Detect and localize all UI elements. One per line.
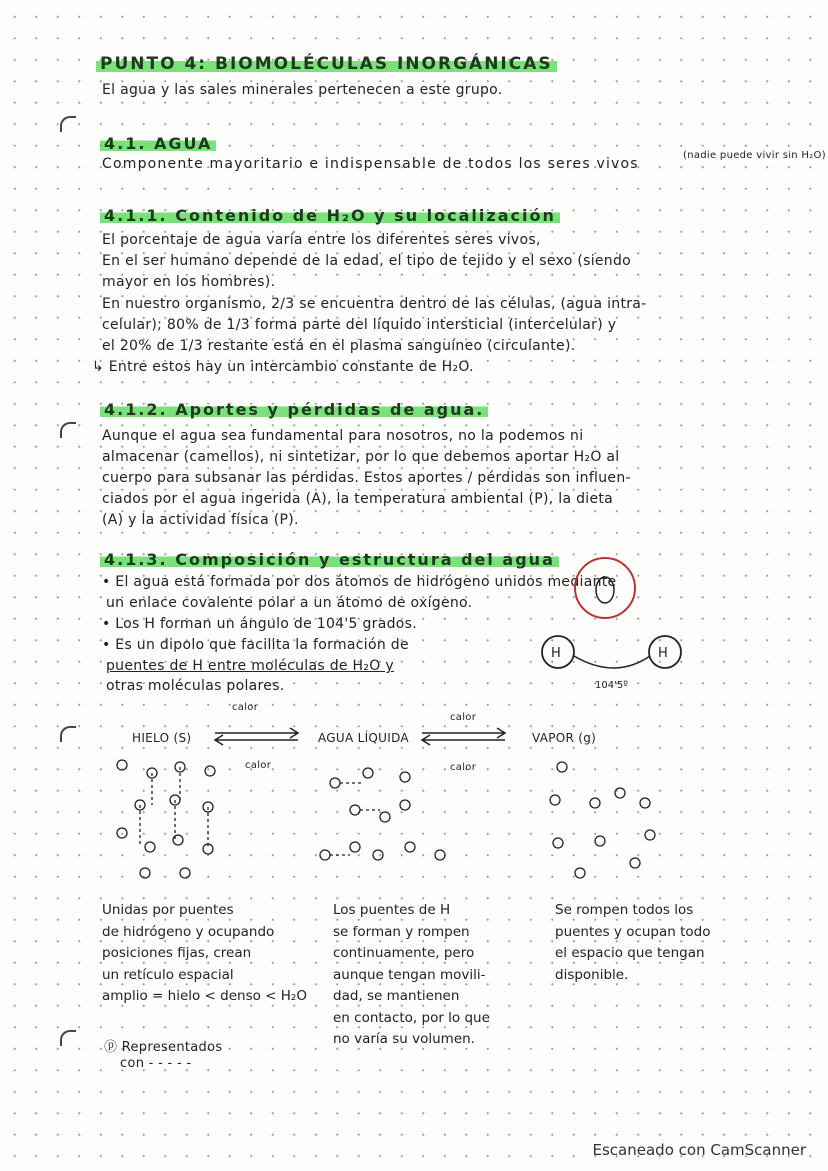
scanner-watermark: Escaneado con CamScanner [592,1141,806,1159]
text-line: cuerpo para subsanar las pérdidas. Estos aportes / pérdidas son influen- [102,470,631,486]
page-title: PUNTO 4: BIOMOLÉCULAS INORGÁNICAS [96,54,557,74]
section-4-1-3-heading: 4.1.3. Composición y estructura del agua [100,550,559,569]
section-4-1-1-heading: 4.1.1. Contenido de H₂O y su localización [100,206,560,225]
molecule-states-drawings [100,755,700,890]
section-4-1-note: (nadie puede vivir sin H₂O) [683,150,826,161]
text-line: En el ser humano depende de la edad, el tipo de tejido y el sexo (siendo [102,253,632,269]
text-line: Aunque el agua sea fundamental para nosotros, no la podemos ni [102,428,584,444]
text-line: otras moléculas polares. [106,678,285,694]
text-line: puentes de H entre moléculas de H₂O y [106,658,394,674]
binder-hole-mark [60,116,76,132]
state-vapor-label: VAPOR (g) [532,731,597,745]
intro-text: El agua y las sales minerales pertenecen a este grupo. [102,82,503,98]
text-line: • Los H forman un ángulo de 104'5 grados. [102,616,418,632]
footnote-line: con - - - - - [120,1056,192,1071]
section-4-1-2-heading: 4.1.2. Aportes y pérdidas de agua. [100,400,488,419]
water-molecule-diagram [530,560,700,700]
ice-description: Unidas por puentes de hidrógeno y ocupando posiciones fijas, crean un retículo espacial amplio = hielo < denso < H₂O [102,902,307,1004]
section-4-1-text: Componente mayoritario e indispensable de todos los seres vivos [102,156,639,172]
binder-hole-mark [60,422,76,438]
text-line: En nuestro organismo, 2/3 se encuentra dentro de las células, (agua intra- [102,296,647,312]
section-4-1-heading: 4.1. AGUA [100,134,216,153]
vapor-description: Se rompen todos los puentes y ocupan todo el espacio que tengan disponible. [555,902,711,983]
text-line: celular); 80% de 1/3 forma parte del líquido intersticial (intercelular) y [102,317,617,333]
heat-label: calor [245,760,272,771]
text-line: El porcentaje de agua varía entre los diferentes seres vivos, [102,232,541,248]
footnote-line: ⓟ Representados [104,1040,223,1055]
heat-label: calor [450,712,477,723]
text-line: ciados por el agua ingerida (A), la temperatura ambiental (P), la dieta [102,491,614,507]
text-line: un enlace covalente polar a un átomo de oxígeno. [106,595,473,611]
text-line: el 20% de 1/3 restante está en el plasma sanguíneo (circulante). [102,338,576,354]
angle-label: 104'5º [595,680,628,691]
text-line: • El agua está formada por dos átomos de hidrógeno unidos mediante [102,574,617,590]
state-liquid-label: AGUA LÍQUIDA [318,731,409,745]
hydrogen-label: H [658,646,668,661]
heat-label: calor [450,762,477,773]
text-line: almacenar (camellos), ni sintetizar, por lo que debemos aportar H₂O al [102,449,620,465]
text-line: ↳ Entre estos hay un intercambio constante de H₂O. [92,359,474,375]
phase-arrows [210,720,530,760]
heat-label: calor [232,702,259,713]
text-line: mayor en los hombres). [102,274,276,290]
text-line: (A) y la actividad física (P). [102,512,299,528]
state-ice-label: HIELO (S) [132,731,192,745]
binder-hole-mark [60,726,76,742]
liquid-description: Los puentes de H se forman y rompen continuamente, pero aunque tengan movili- dad, se mantienen en contacto, por lo que no varía su volumen. [333,902,490,1047]
binder-hole-mark [60,1030,76,1046]
hydrogen-label: H [551,646,561,661]
text-line: • Es un dipolo que facilita la formación de [102,637,409,653]
